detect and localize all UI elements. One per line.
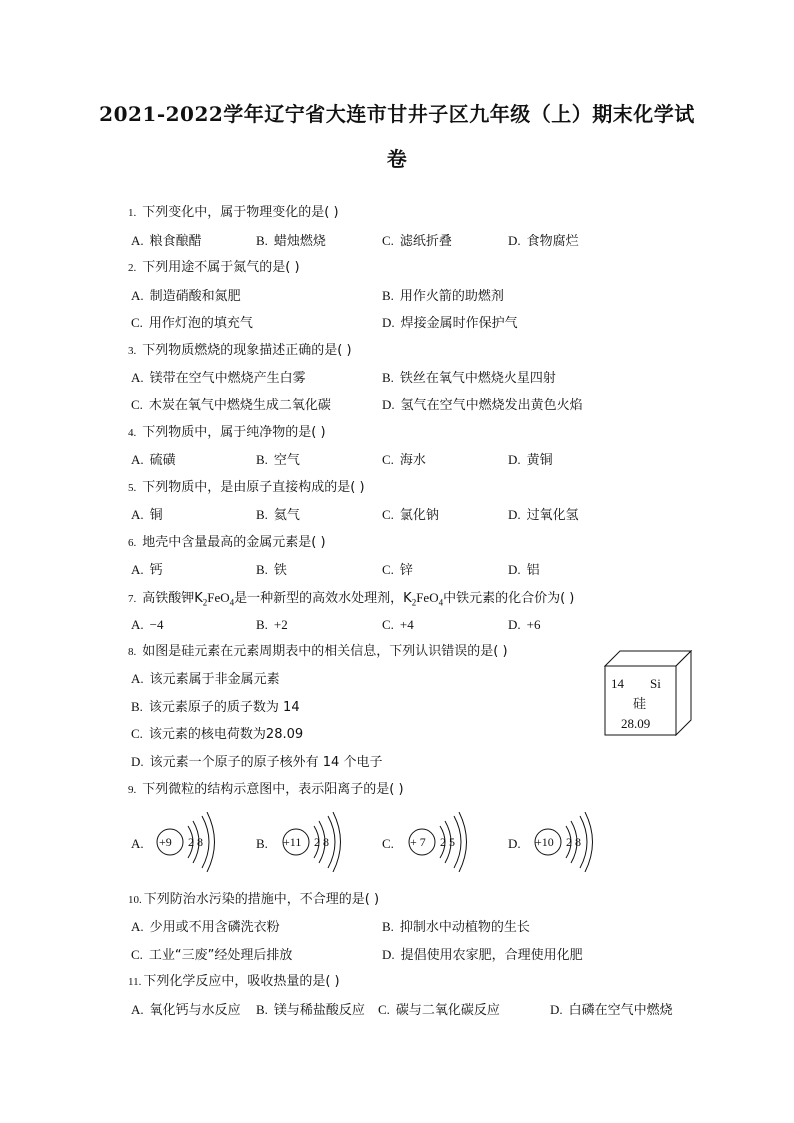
q3-option-b: B. 铁丝在氧气中燃烧火星四射 [382, 370, 556, 386]
q5-option-a: A. 铜 [131, 507, 163, 523]
q4-option-c: C. 海水 [382, 452, 426, 468]
q2-option-b: B. 用作火箭的助燃剂 [382, 288, 504, 304]
page-title-continued: 卷 [386, 147, 408, 171]
q6-option-d: D. 铝 [508, 562, 540, 578]
q7-option-a: A. −4 [131, 617, 164, 632]
question-3 [128, 343, 352, 359]
q5-option-b: B. 氦气 [256, 507, 300, 523]
question-7 [128, 590, 574, 611]
q4-option-a: A. 硫磺 [131, 452, 176, 468]
q8-option-a: A. 该元素属于非金属元素 [131, 671, 280, 687]
q2-option-d: D. 焊接金属时作保护气 [382, 315, 518, 331]
q6-option-b: B. 铁 [256, 562, 287, 578]
question-text: 下列微粒的结构示意图中，表示阳离子的是( ) [142, 782, 404, 797]
electron-shells: 2 8 [188, 835, 203, 849]
q9-option-b-label: B. [256, 836, 268, 851]
q1-option-b: B. 蜡烛燃烧 [256, 233, 326, 249]
question-text: 如图是硅元素在元素周期表中的相关信息，下列认识错误的是( ) [142, 644, 508, 659]
q11-option-b: B. 镁与稀盐酸反应 [256, 1002, 365, 1018]
q11-option-d: D. 白磷在空气中燃烧 [550, 1002, 673, 1018]
q10-option-d: D. 提倡使用农家肥，合理使用化肥 [382, 947, 583, 963]
question-text: 下列用途不属于氮气的是( ) [142, 260, 300, 275]
q8-option-b: B. 该元素原子的质子数为 14 [131, 699, 300, 715]
atom-diagram-b [276, 812, 346, 872]
question-9 [128, 782, 404, 798]
question-text: 下列物质中，是由原子直接构成的是( ) [142, 480, 365, 495]
atomic-number: 14 [611, 676, 624, 691]
nucleus-charge: + 7 [410, 835, 426, 849]
atom-diagram-c [402, 812, 472, 872]
q4-option-b: B. 空气 [256, 452, 300, 468]
q9-option-d-label: D. [508, 836, 521, 851]
q5-option-d: D. 过氧化氢 [508, 507, 579, 523]
question-number: 5. [128, 482, 137, 494]
question-text: 下列物质中，属于纯净物的是( ) [142, 425, 326, 440]
question-number: 10. [128, 894, 142, 906]
electron-shells: 2 8 [314, 835, 329, 849]
question-1 [128, 205, 339, 221]
q3-option-c: C. 木炭在氧气中燃烧生成二氧化碳 [131, 397, 331, 413]
question-number: 8. [128, 646, 137, 658]
q8-option-c: C. 该元素的核电荷数为28.09 [131, 726, 304, 742]
question-number: 6. [128, 537, 137, 549]
nucleus-charge: +11 [283, 835, 302, 849]
question-8 [128, 644, 508, 660]
q11-option-c: C. 碳与二氧化碳反应 [378, 1002, 500, 1018]
question-number: 4. [128, 427, 137, 439]
q7-option-b: B. +2 [256, 617, 288, 632]
question-text: 下列变化中，属于物理变化的是( ) [142, 205, 339, 220]
nucleus-charge: +10 [535, 835, 554, 849]
question-2 [128, 260, 300, 276]
question-10 [128, 892, 379, 908]
q9-option-a-label: A. [131, 836, 144, 851]
q1-option-a: A. 粮食酿醋 [131, 233, 202, 249]
q3-option-a: A. 镁带在空气中燃烧产生白雾 [131, 370, 306, 386]
q8-option-d: D. 该元素一个原子的原子核外有 14 个电子 [131, 754, 383, 770]
question-number: 1. [128, 207, 137, 219]
q4-option-d: D. 黄铜 [508, 452, 553, 468]
q10-option-b: B. 抑制水中动植物的生长 [382, 919, 530, 935]
question-11 [128, 974, 340, 990]
q3-option-d: D. 氢气在空气中燃烧发出黄色火焰 [382, 397, 583, 413]
nucleus-charge: +9 [159, 835, 172, 849]
question-text: 高铁酸钾$K_2FeO_4$是一种新型的高效水处理剂，$K_2FeO_4$中铁元素的化合价为( ) [142, 590, 575, 608]
q1-option-c: C. 滤纸折叠 [382, 233, 452, 249]
element-symbol: Si [650, 676, 661, 691]
question-number: 7. [128, 593, 137, 605]
q6-option-c: C. 锌 [382, 562, 413, 578]
question-5 [128, 480, 365, 496]
question-text: 下列防治水污染的措施中，不合理的是( ) [143, 892, 380, 907]
atom-diagram-d [528, 812, 598, 872]
q7-option-c: C. +4 [382, 617, 414, 632]
q7-option-d: D. +6 [508, 617, 541, 632]
page-title: 2021-2022学年辽宁省大连市甘井子区九年级（上）期末化学试 [99, 102, 695, 126]
atomic-mass: 28.09 [621, 716, 651, 731]
question-number: 9. [128, 784, 137, 796]
q10-option-c: C. 工业“三废”经处理后排放 [131, 947, 293, 963]
q6-option-a: A. 钙 [131, 562, 163, 578]
question-text: 地壳中含量最高的金属元素是( ) [142, 535, 326, 550]
q1-option-d: D. 食物腐烂 [508, 233, 579, 249]
q5-option-c: C. 氯化钠 [382, 507, 439, 523]
question-text: 下列物质燃烧的现象描述正确的是( ) [142, 343, 352, 358]
q2-option-a: A. 制造硝酸和氮肥 [131, 288, 241, 304]
element-cell-silicon [604, 650, 692, 736]
question-4 [128, 425, 326, 441]
q9-option-c-label: C. [382, 836, 394, 851]
question-6 [128, 535, 326, 551]
q10-option-a: A. 少用或不用含磷洗衣粉 [131, 919, 280, 935]
electron-shells: 2 8 [566, 835, 581, 849]
question-number: 2. [128, 262, 137, 274]
q2-option-c: C. 用作灯泡的填充气 [131, 315, 253, 331]
question-text: 下列化学反应中，吸收热量的是( ) [143, 974, 340, 989]
q11-option-a: A. 氧化钙与水反应 [131, 1002, 241, 1018]
atom-diagram-a [150, 812, 220, 872]
element-name: 硅 [633, 697, 647, 712]
electron-shells: 2 5 [440, 835, 455, 849]
question-number: 11. [128, 976, 142, 988]
question-number: 3. [128, 345, 137, 357]
